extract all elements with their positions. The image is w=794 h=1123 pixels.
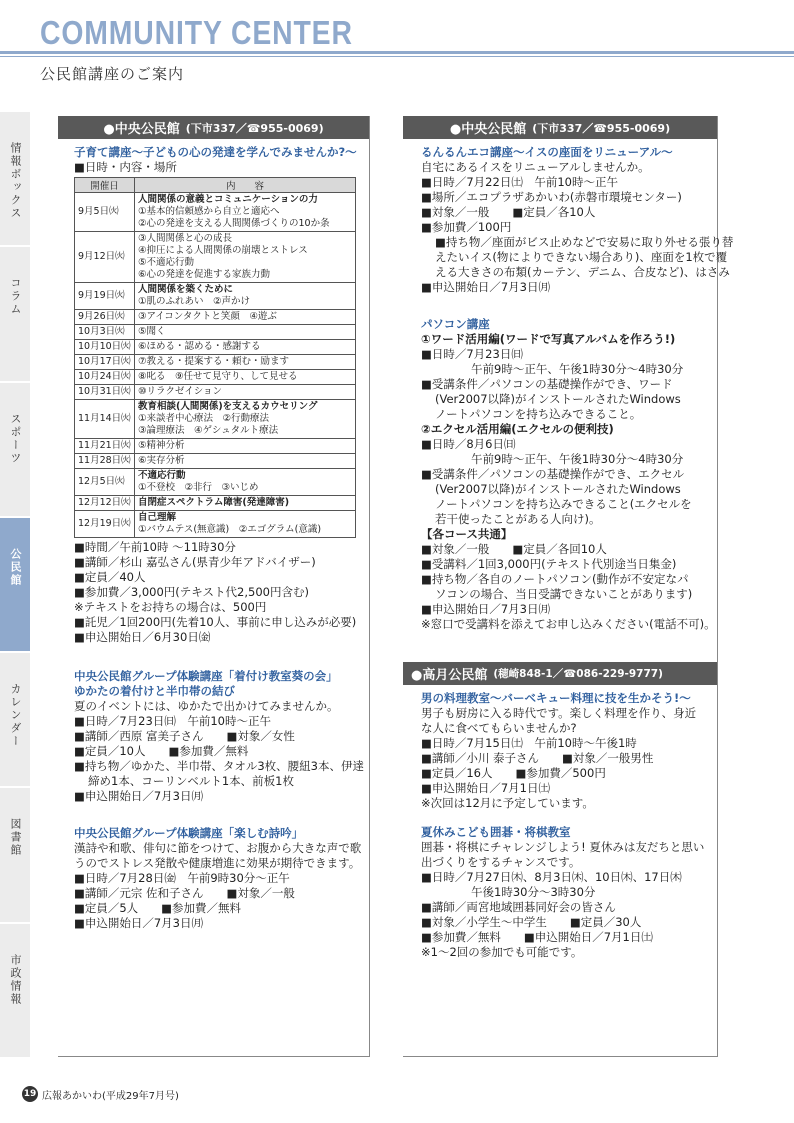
detail-line: ※1～2回の参加でも可能です。 bbox=[421, 945, 583, 959]
table-row bbox=[75, 454, 356, 469]
course-title: 夏休みこども囲碁・将棋教室 bbox=[421, 825, 571, 839]
sidebar-tab-calendar[interactable]: カレンダー bbox=[0, 653, 30, 786]
detail-line: 男子も厨房に入る時代です。楽しく料理を作り、身近 bbox=[421, 706, 697, 720]
detail-line: 夏のイベントには、ゆかたで出かけてみませんか。 bbox=[74, 699, 339, 713]
table-cell-line: ①来談者中心療法 ②行動療法 bbox=[138, 413, 270, 424]
table-cell-date: 11月14日㈫ bbox=[75, 400, 135, 439]
detail-line: (Ver2007以降)がインストールされたWindows bbox=[435, 392, 681, 406]
detail-line: ■日時／7月23日㈰ 午前10時～正午 bbox=[74, 714, 271, 728]
table-cell-content bbox=[135, 193, 356, 232]
table-row bbox=[75, 340, 356, 355]
table-cell-date: 9月5日㈫ bbox=[75, 193, 135, 232]
detail-line: ■時間／午前10時 ～11時30分 bbox=[74, 540, 236, 554]
course-details bbox=[74, 699, 369, 804]
course-subhead: ■日時・内容・場所 bbox=[74, 160, 177, 174]
detail-line: ■対象／一般 ■定員／各10人 bbox=[421, 205, 596, 219]
table-cell-line: ⑥実存分析 bbox=[138, 455, 185, 466]
right-column bbox=[403, 116, 734, 1057]
detail-line: ■日時／7月22日㈯ 午前10時～正午 bbox=[421, 175, 618, 189]
course-details bbox=[74, 540, 369, 645]
detail-line: ■場所／エコプラザあかいわ(赤磐市環境センター) bbox=[421, 190, 682, 204]
detail-line: ■申込開始日／7月3日㈪ bbox=[421, 280, 550, 294]
course-details bbox=[74, 841, 369, 931]
course-details bbox=[421, 160, 734, 295]
table-cell-heading: 人間関係を築くために bbox=[138, 284, 234, 295]
left-column bbox=[58, 116, 370, 1057]
detail-line: 午後1時30分～3時30分 bbox=[471, 885, 596, 899]
course-details bbox=[421, 840, 717, 960]
detail-line: ■対象／小学生～中学生 ■定員／30人 bbox=[421, 915, 642, 929]
schedule-body bbox=[75, 193, 356, 538]
course-subhead: 【各コース共通】 bbox=[421, 527, 513, 541]
table-cell-line: ⑩リラクゼイション bbox=[138, 386, 223, 397]
page-subtitle: 公民館講座のご案内 bbox=[40, 65, 185, 83]
table-cell-line: ①肌のふれあい ②声かけ bbox=[138, 296, 251, 307]
table-cell-content bbox=[135, 439, 356, 454]
sidebar-tab-sports[interactable]: スポーツ bbox=[0, 383, 30, 516]
detail-line: ※テキストをお持ちの場合は、500円 bbox=[74, 600, 267, 614]
table-row bbox=[75, 283, 356, 310]
table-cell-date: 12月12日㈫ bbox=[75, 496, 135, 511]
table-row bbox=[75, 400, 356, 439]
detail-line: ■参加費／3,000円(テキスト代2,500円含む) bbox=[74, 585, 309, 599]
detail-line: ※次回は12月に予定しています。 bbox=[421, 796, 594, 810]
table-cell-line: ⑤不適応行動 bbox=[138, 257, 195, 268]
course-details bbox=[421, 437, 717, 527]
table-cell-content bbox=[135, 469, 356, 496]
detail-line: 自宅にあるイスをリニューアルしませんか。 bbox=[421, 160, 650, 174]
detail-line: うのでストレス発散や健康増進に効果が期待できます。 bbox=[74, 856, 361, 870]
table-cell-line: ①基本的信頼感から自立と適応へ bbox=[138, 206, 280, 217]
detail-line: ※窓口で受講料を添えてお申し込みください(電話不可)。 bbox=[421, 617, 716, 631]
detail-line: ■申込開始日／7月3日㈪ bbox=[74, 789, 203, 803]
table-row bbox=[75, 232, 356, 283]
section-band: ●中央公民館 (下市337／☎955-0069) bbox=[403, 116, 717, 139]
table-cell-content bbox=[135, 232, 356, 283]
detail-line: ■申込開始日／7月1日㈯ bbox=[421, 781, 550, 795]
table-header-content: 内 容 bbox=[135, 178, 356, 193]
schedule-table bbox=[74, 177, 356, 538]
table-cell-date: 9月19日㈫ bbox=[75, 283, 135, 310]
table-cell-line: ③アイコンタクトと笑顔 ④遊ぶ bbox=[138, 311, 277, 322]
detail-line: ■講師／両宮地域囲碁同好会の皆さん bbox=[421, 900, 616, 914]
table-row bbox=[75, 310, 356, 325]
footer-label: 広報あかいわ(平成29年7月号) bbox=[42, 1090, 179, 1102]
table-cell-line: ②心の発達を支える人間関係づくりの10か条 bbox=[138, 218, 330, 229]
table-cell-content bbox=[135, 511, 356, 538]
table-row bbox=[75, 193, 356, 232]
table-cell-content bbox=[135, 454, 356, 469]
table-cell-line: ③人間関係と心の成長 bbox=[138, 233, 233, 244]
detail-line: ■日時／7月15日㈯ 午前10時～午後1時 bbox=[421, 736, 637, 750]
table-row bbox=[75, 325, 356, 340]
detail-line: ■申込開始日／6月30日㈮ bbox=[74, 630, 211, 644]
detail-line: 囲碁・将棋にチャレンジしよう! 夏休みは友だちと思い bbox=[421, 840, 705, 854]
course-details bbox=[421, 347, 717, 422]
detail-line: (Ver2007以降)がインストールされたWindows bbox=[435, 482, 681, 496]
page-title: COMMUNITY CENTER bbox=[40, 14, 353, 51]
table-cell-content bbox=[135, 283, 356, 310]
course-title: パソコン講座 bbox=[421, 317, 490, 331]
table-cell-date: 11月28日㈫ bbox=[75, 454, 135, 469]
detail-line: ノートパソコンを持ち込みできること(エクセルを bbox=[435, 497, 692, 511]
table-row bbox=[75, 496, 356, 511]
table-cell-line: ⑤精神分析 bbox=[138, 440, 185, 451]
page-number: 19 bbox=[22, 1086, 38, 1102]
course-subhead: ①ワード活用編(ワードで写真アルバムを作ろう!) bbox=[421, 332, 676, 346]
detail-line: ■定員／5人 ■参加費／無料 bbox=[74, 901, 242, 915]
detail-line: ■対象／一般 ■定員／各回10人 bbox=[421, 542, 607, 556]
table-cell-date: 10月17日㈫ bbox=[75, 355, 135, 370]
section-band: ●高月公民館 (穂崎848-1／☎086-229-9777) bbox=[403, 662, 717, 685]
course-title: 子育て講座～子どもの心の発達を学んでみませんか?～ bbox=[74, 145, 357, 159]
table-cell-line: ①バウムテス(無意識) ②エゴグラム(意識) bbox=[138, 524, 322, 535]
detail-line: ■受講条件／パソコンの基礎操作ができ、ワード bbox=[421, 377, 673, 391]
table-cell-date: 10月10日㈫ bbox=[75, 340, 135, 355]
detail-line: ■受講料／1回3,000円(テキスト代別途当日集金) bbox=[421, 557, 677, 571]
course-details bbox=[421, 706, 717, 811]
table-cell-content bbox=[135, 385, 356, 400]
sidebar-tab-kominkan[interactable]: 公民館 bbox=[0, 518, 30, 651]
detail-line: ■定員／16人 ■参加費／500円 bbox=[421, 766, 606, 780]
table-row bbox=[75, 439, 356, 454]
table-cell-line: ④抑圧による人間関係の崩壊とストレス bbox=[138, 245, 308, 256]
page-footer bbox=[22, 1086, 179, 1102]
table-cell-line: ⑧叱る ⑨任せて見守り、して見せる bbox=[138, 371, 298, 382]
detail-line: 午前9時～正午、午後1時30分～4時30分 bbox=[471, 362, 684, 376]
table-cell-line: ⑥ほめる・認める・感謝する bbox=[138, 341, 261, 352]
detail-line: ■日時／8月6日㈰ bbox=[421, 437, 516, 451]
table-cell-date: 12月19日㈫ bbox=[75, 511, 135, 538]
detail-line: ■講師／小川 泰子さん ■対象／一般男性 bbox=[421, 751, 654, 765]
detail-line: ■講師／元宗 佐和子さん ■対象／一般 bbox=[74, 886, 295, 900]
table-cell-content bbox=[135, 355, 356, 370]
table-row bbox=[75, 511, 356, 538]
table-cell-date: 9月12日㈫ bbox=[75, 232, 135, 283]
detail-line: 漢詩や和歌、俳句に節をつけて、お腹から大きな声で歌 bbox=[74, 841, 362, 855]
table-cell-date: 9月26日㈫ bbox=[75, 310, 135, 325]
sidebar-tab-info[interactable]: 情報ボックス bbox=[0, 112, 30, 245]
header-rule-thin bbox=[0, 56, 794, 57]
detail-line: ■持ち物／ゆかた、半巾帯、タオル3枚、腰紐3本、伊達 bbox=[74, 759, 364, 773]
header-rule bbox=[0, 51, 794, 54]
table-cell-heading: 自己理解 bbox=[138, 512, 177, 523]
detail-line: 若干使ったことがある人向け)。 bbox=[435, 512, 601, 526]
table-cell-date: 10月24日㈫ bbox=[75, 370, 135, 385]
detail-line: 午前9時～正午、午後1時30分～4時30分 bbox=[471, 452, 684, 466]
detail-line: ■講師／西原 富美子さん ■対象／女性 bbox=[74, 729, 295, 743]
course-title-sub: ゆかたの着付けと半巾帯の結び bbox=[74, 684, 235, 698]
table-cell-date: 12月5日㈫ bbox=[75, 469, 135, 496]
course-title: 中央公民館グループ体験講座「着付け教室葵の会」 bbox=[74, 669, 338, 683]
course-subhead: ②エクセル活用編(エクセルの便利技) bbox=[421, 422, 614, 436]
detail-line: ■持ち物／各自のノートパソコン(動作が不安定なパ bbox=[421, 572, 689, 586]
detail-line: ■日時／7月28日㈮ 午前9時30分～正午 bbox=[74, 871, 290, 885]
table-row bbox=[75, 355, 356, 370]
table-cell-content bbox=[135, 496, 356, 511]
sidebar-tab-column[interactable]: コラム bbox=[0, 247, 30, 380]
sidebar-tab-city-info[interactable]: 市政情報 bbox=[0, 924, 30, 1057]
table-cell-heading: 人間関係の意義とコミュニケーションの力 bbox=[138, 194, 318, 205]
table-row bbox=[75, 370, 356, 385]
detail-line: ■日時／7月23日㈰ bbox=[421, 347, 523, 361]
detail-line: ■参加費／無料 ■申込開始日／7月1日㈯ bbox=[421, 930, 653, 944]
table-cell-date: 10月31日㈫ bbox=[75, 385, 135, 400]
table-header-date: 開催日 bbox=[75, 178, 135, 193]
detail-line: ■託児／1回200円(先着10人、事前に申し込みが必要) bbox=[74, 615, 357, 629]
detail-line: ■申込開始日／7月3日㈪ bbox=[421, 602, 550, 616]
sidebar-index bbox=[0, 112, 30, 1057]
table-cell-heading: 不適応行動 bbox=[138, 470, 186, 481]
section-band: ●中央公民館 (下市337／☎955-0069) bbox=[58, 116, 369, 139]
table-cell-heading: 自閉症スペクトラム障害(発達障害) bbox=[138, 497, 290, 508]
table-cell-content bbox=[135, 310, 356, 325]
table-cell-content bbox=[135, 340, 356, 355]
detail-line: ソコンの場合、当日受講できないことがあります) bbox=[435, 587, 693, 601]
course-title: るんるんエコ講座～イスの座面をリニューアル～ bbox=[421, 145, 673, 159]
table-cell-line: ③論理療法 ④ゲシュタルト療法 bbox=[138, 425, 279, 436]
sidebar-tab-library[interactable]: 図書館 bbox=[0, 788, 30, 921]
table-row bbox=[75, 469, 356, 496]
table-cell-content bbox=[135, 400, 356, 439]
table-cell-content bbox=[135, 370, 356, 385]
detail-line: ノートパソコンを持ち込みできること。 bbox=[435, 407, 642, 421]
table-cell-content bbox=[135, 325, 356, 340]
detail-line: ■受講条件／パソコンの基礎操作ができ、エクセル bbox=[421, 467, 685, 481]
detail-line: ■参加費／100円 bbox=[421, 220, 512, 234]
detail-line: ■定員／40人 bbox=[74, 570, 146, 584]
course-details bbox=[421, 542, 717, 632]
table-cell-line: ⑥心の発達を促進する家族力動 bbox=[138, 269, 271, 280]
course-title: 男の料理教室～バーベキュー料理に技を生かそう!～ bbox=[421, 691, 691, 705]
table-cell-line: ①不登校 ②非行 ③いじめ bbox=[138, 482, 259, 493]
detail-line: ■日時／7月27日㈭、8月3日㈭、10日㈭、17日㈭ bbox=[421, 870, 682, 884]
detail-line: えたいイス(物によりできない場合あり)、座面を1枚で覆 bbox=[435, 250, 728, 264]
table-cell-date: 11月21日㈫ bbox=[75, 439, 135, 454]
detail-line: える大きさの布類(カーテン、デニム、合皮など)、はさみ bbox=[435, 265, 730, 279]
detail-line: ■持ち物／座面がビス止めなどで安易に取り外せる張り替 bbox=[435, 235, 734, 249]
detail-line: ■定員／10人 ■参加費／無料 bbox=[74, 744, 249, 758]
detail-line: 締め1本、コーリンベルト1本、前板1枚 bbox=[88, 774, 294, 788]
detail-line: ■講師／杉山 嘉弘さん(県青少年アドバイザー) bbox=[74, 555, 316, 569]
table-row bbox=[75, 385, 356, 400]
table-cell-line: ⑦教える・提案する・頼む・励ます bbox=[138, 356, 290, 367]
table-cell-date: 10月3日㈫ bbox=[75, 325, 135, 340]
table-cell-line: ⑤聞く bbox=[138, 326, 166, 337]
table-cell-heading: 教育相談(人間関係)を支えるカウセリング bbox=[138, 401, 318, 412]
detail-line: ■申込開始日／7月3日㈪ bbox=[74, 916, 203, 930]
course-title: 中央公民館グループ体験講座「楽しむ詩吟」 bbox=[74, 826, 304, 840]
detail-line: 出づくりをするチャンスです。 bbox=[421, 855, 581, 869]
detail-line: な人に食べてもらいませんか? bbox=[421, 721, 577, 735]
